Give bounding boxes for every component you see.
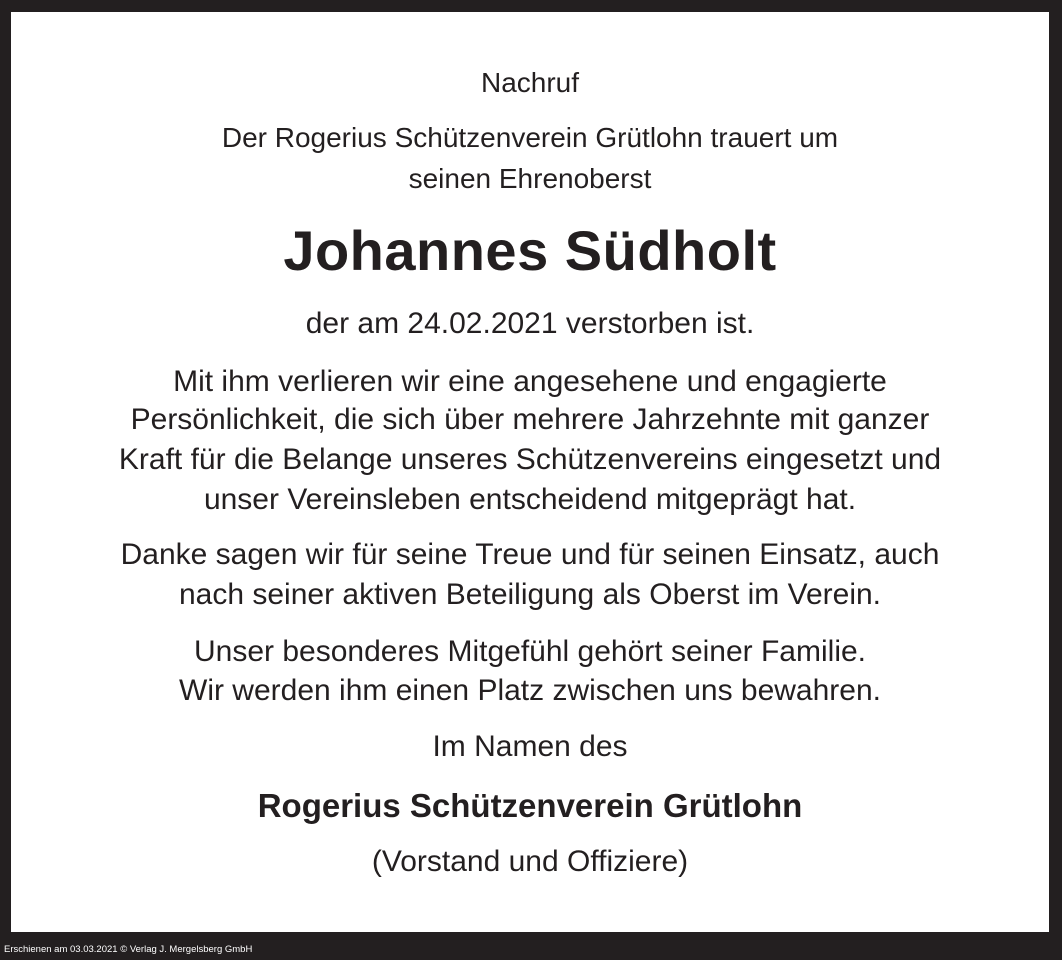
intro-line-2: seinen Ehrenoberst: [408, 163, 652, 194]
paragraph-1-line-3: Kraft für die Belange unseres Schützenvereins eingesetzt und: [118, 443, 942, 476]
obituary-notice: [11, 12, 1049, 932]
paragraph-1-line-2: Persönlichkeit, die sich über mehrere Jahrzehnte mit ganzer: [130, 403, 930, 436]
paragraph-3-line-1: Unser besonderes Mitgefühl gehört seiner Familie.: [194, 635, 866, 668]
paragraph-2-line-1: Danke sagen wir für seine Treue und für seinen Einsatz, auch: [120, 538, 940, 571]
organization-name: Rogerius Schützenverein Grütlohn: [257, 787, 803, 824]
paragraph-2-line-2: nach seiner aktiven Beteiligung als Oberst im Verein.: [178, 578, 882, 611]
subgroup-line: (Vorstand und Offiziere): [371, 845, 689, 878]
paragraph-1-line-1: Mit ihm verlieren wir eine angesehene und engagierte: [173, 365, 887, 398]
deceased-name: Johannes Südholt: [283, 219, 777, 282]
paragraph-3-line-2: Wir werden ihm einen Platz zwischen uns bewahren.: [179, 674, 881, 707]
death-date-line: der am 24.02.2021 verstorben ist.: [305, 307, 755, 340]
notice-heading: Nachruf: [480, 67, 580, 98]
publication-footer: Erschienen am 03.03.2021 © Verlag J. Mergelsberg GmbH: [4, 944, 253, 955]
intro-line-1: Der Rogerius Schützenverein Grütlohn trauert um: [221, 122, 839, 153]
paragraph-1-line-4: unser Vereinsleben entscheidend mitgeprägt hat.: [203, 483, 857, 516]
signoff-line: Im Namen des: [432, 730, 628, 763]
